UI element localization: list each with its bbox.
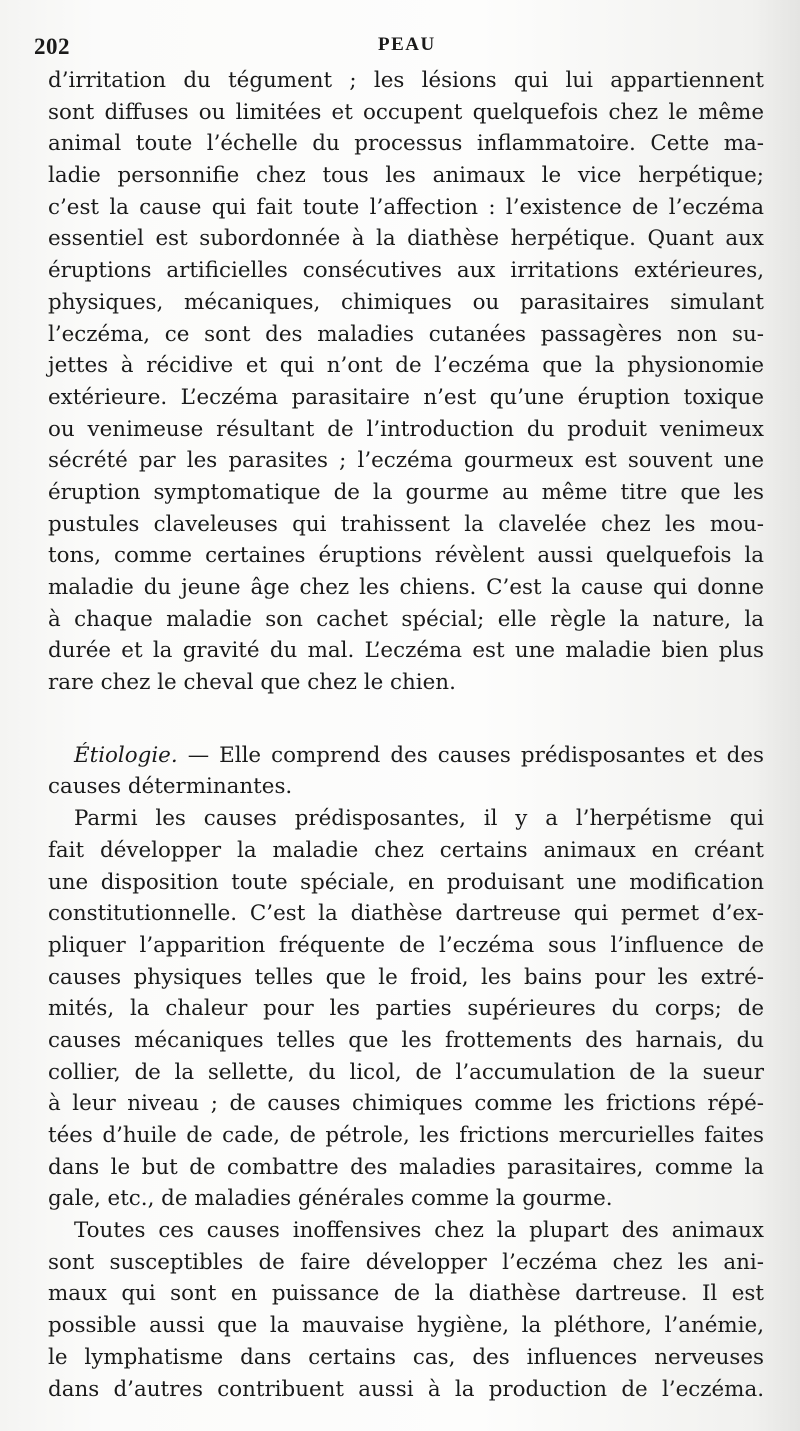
text-line: ou venimeuse résultant de l’introduction du produit venimeux bbox=[48, 416, 764, 442]
text-line: c’est la cause qui fait toute l’affection : l’existence de l’eczéma bbox=[48, 194, 764, 220]
text-line: physiques, mécaniques, chimiques ou parasitaires simulant bbox=[48, 289, 764, 315]
page-number: 202 bbox=[34, 34, 70, 59]
section-heading: Étiologie. bbox=[74, 742, 178, 768]
text-line: jettes à récidive et qui n’ont de l’eczéma que la physionomie bbox=[48, 353, 764, 379]
text-line: sécrété par les parasites ; l’eczéma gourmeux est souvent une bbox=[48, 448, 764, 474]
text-line: durée et la gravité du mal. L’eczéma est une maladie bien plus bbox=[48, 638, 764, 664]
paragraph-1 bbox=[48, 65, 764, 699]
text-line: fait développer la maladie chez certains animaux en créant bbox=[48, 837, 764, 863]
paragraph-3 bbox=[48, 803, 764, 1215]
text-line: dans d’autres contribuent aussi à la production de l’eczéma. bbox=[48, 1376, 764, 1402]
paragraph-gap bbox=[48, 699, 764, 740]
text-line: éruption symptomatique de la gourme au même titre que les bbox=[48, 479, 764, 505]
text-line: collier, de la sellette, du licol, de l’accumulation de la sueur bbox=[48, 1059, 764, 1085]
text-line: le lymphatisme dans certains cas, des influences nerveuses bbox=[48, 1344, 764, 1370]
text-line: Toutes ces causes inoffensives chez la plupart des animaux bbox=[74, 1218, 764, 1244]
text-line: éruptions artificielles consécutives aux irritations extérieures, bbox=[48, 258, 764, 284]
text-line: rare chez le cheval que chez le chien. bbox=[48, 670, 456, 696]
text-line: sont diffuses ou limitées et occupent quelquefois chez le même bbox=[48, 99, 764, 125]
text-line: mités, la chaleur pour les parties supérieures du corps; de bbox=[48, 996, 764, 1022]
text-line: tons, comme certaines éruptions révèlent aussi quelquefois la bbox=[48, 543, 764, 569]
text-line: extérieure. L’eczéma parasitaire n’est qu’une éruption toxique bbox=[48, 384, 764, 410]
text-line: dans le but de combattre des maladies parasitaires, comme la bbox=[48, 1154, 764, 1180]
text-line: causes mécaniques telles que les frottements des harnais, du bbox=[48, 1027, 764, 1053]
text-line: causes physiques telles que le froid, les bains pour les extré- bbox=[48, 964, 764, 990]
text-line: gale, etc., de maladies générales comme la gourme. bbox=[48, 1186, 613, 1212]
text-line: essentiel est subordonnée à la diathèse herpétique. Quant aux bbox=[48, 226, 764, 252]
page-header bbox=[34, 34, 764, 62]
text-line: d’irritation du tégument ; les lésions qui lui appartiennent bbox=[48, 68, 764, 93]
text-line: à chaque maladie son cachet spécial; elle règle la nature, la bbox=[48, 606, 764, 632]
text-line: ladie personnifie chez tous les animaux le vice herpétique; bbox=[48, 163, 764, 189]
heading-text: — Elle comprend des causes prédisposantes et des bbox=[187, 742, 764, 768]
body-text bbox=[48, 65, 764, 1405]
text-line: pliquer l’apparition fréquente de l’eczéma sous l’influence de bbox=[48, 932, 764, 958]
text-line: causes déterminantes. bbox=[48, 774, 293, 800]
text-line: constitutionnelle. C’est la diathèse dartreuse qui permet d’ex- bbox=[48, 901, 764, 927]
text-line: sont susceptibles de faire développer l’eczéma chez les ani- bbox=[48, 1249, 764, 1275]
text-line: à leur niveau ; de causes chimiques comme les frictions répé- bbox=[48, 1091, 764, 1117]
text-line: pustules claveleuses qui trahissent la clavelée chez les mou- bbox=[48, 511, 764, 537]
text-line: l’eczéma, ce sont des maladies cutanées passagères non su- bbox=[48, 321, 764, 347]
running-head: PEAU bbox=[378, 34, 436, 55]
text-line bbox=[48, 740, 764, 772]
paragraph-4 bbox=[48, 1215, 764, 1405]
text-line: Parmi les causes prédisposantes, il y a l’herpétisme qui bbox=[74, 806, 764, 832]
text-line: maladie du jeune âge chez les chiens. C’est la cause qui donne bbox=[48, 575, 764, 600]
text-line: une disposition toute spéciale, en produisant une modification bbox=[48, 869, 764, 895]
paragraph-etiologie bbox=[48, 740, 764, 803]
text-line: tées d’huile de cade, de pétrole, les frictions mercurielles faites bbox=[48, 1123, 764, 1148]
text-line: animal toute l’échelle du processus inflammatoire. Cette ma- bbox=[48, 131, 764, 157]
text-line: maux qui sont en puissance de la diathèse dartreuse. Il est bbox=[48, 1281, 764, 1307]
text-line: possible aussi que la mauvaise hygiène, la pléthore, l’anémie, bbox=[48, 1313, 764, 1339]
